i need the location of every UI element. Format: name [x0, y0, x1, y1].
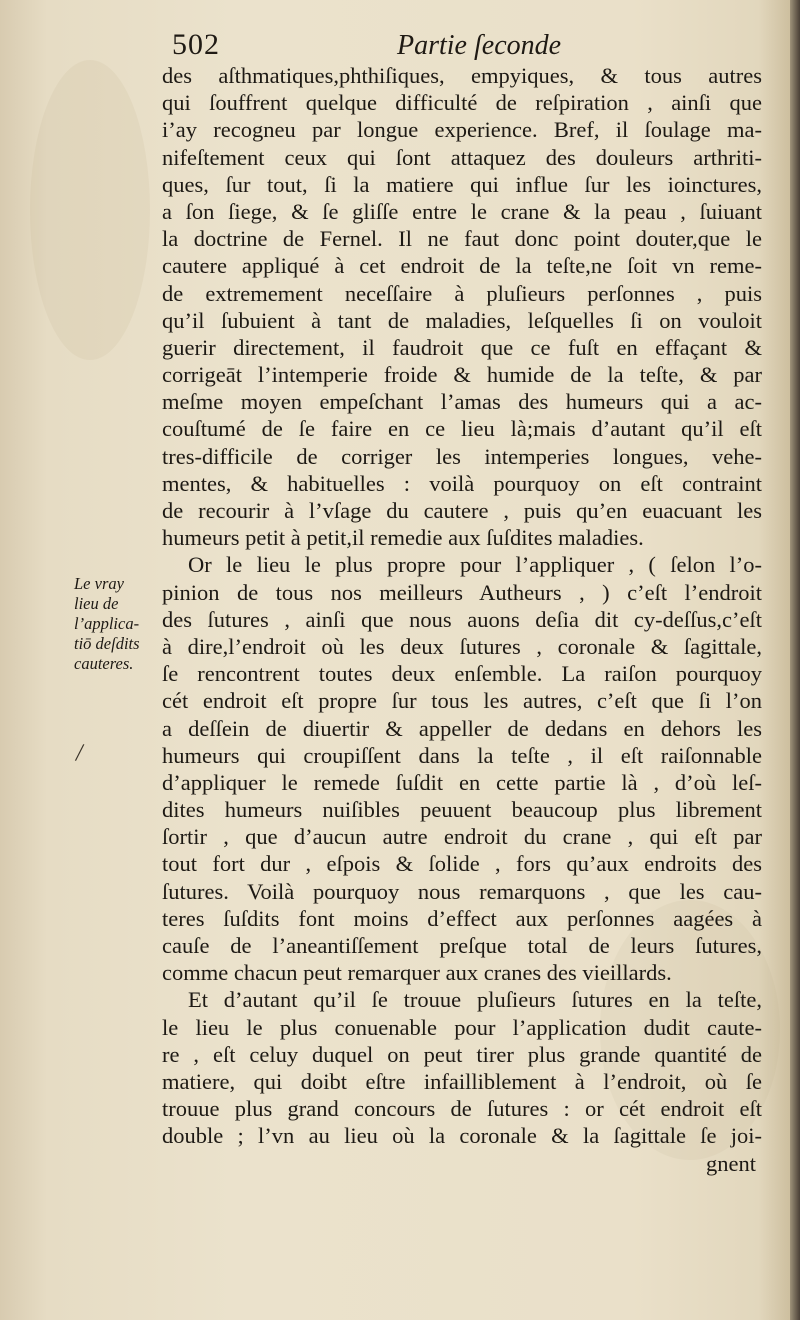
text-line: le lieu le plus conuenable pour l’application dudit caute- [162, 1014, 762, 1040]
text-line: double ; l’vn au lieu où la coronale & la ſagittale ſe joi- [162, 1123, 762, 1149]
margin-note-line: cauteres. [74, 654, 134, 673]
text-line: de recourir à l’vſage du cautere , puis qu’en euacuant les [162, 498, 762, 523]
text-line: a deſſein de diuertir & appeller de dedans en dehors les [162, 715, 762, 741]
text-line: des aſthmatiques,phthiſiques, empyiques, & tous autres [162, 63, 762, 88]
page-edge-shadow [790, 0, 800, 1320]
text-line: la doctrine de Fernel. Il ne faut donc point douter,que le [162, 226, 762, 252]
body-text [162, 62, 762, 1177]
text-line: comme chacun peut remarquer aux cranes des vieillards. [162, 960, 672, 986]
text-line: Or le lieu le plus propre pour l’appliquer , ( ſelon l’o- [188, 552, 762, 578]
text-line: de extremement neceſſaire à pluſieurs perſonnes , puis [162, 280, 762, 306]
text-line: Et d’autant qu’il ſe trouue pluſieurs ſutures en la teſte, [188, 987, 762, 1013]
text-line: a ſon ſiege, & ſe gliſſe entre le crane & la peau , ſuiuant [162, 198, 762, 224]
page-header [172, 24, 732, 64]
text-line: trouue plus grand concours de ſutures : or cét endroit eſt [162, 1096, 762, 1122]
margin-note-line: tiō deſdits [74, 634, 140, 653]
margin-pen-mark: / [74, 737, 86, 768]
text-line: cauſe de l’aneantiſſement preſque total de leurs ſutures, [162, 933, 762, 958]
catchword: gnent [706, 1150, 756, 1176]
text-line: nifeſtement ceux qui ſont attaquez des douleurs arthriti- [162, 144, 762, 170]
text-line: humeurs qui croupiſſent dans la teſte , il eſt raiſonnable [162, 742, 762, 768]
text-line: pinion de tous nos meilleurs Autheurs , ) c’eſt l’endroit [162, 579, 762, 605]
text-line: à dire,l’endroit où les deux ſutures , coronale & ſagittale, [162, 633, 762, 659]
text-line: ſutures. Voilà pourquoy nous remarquons , que les cau- [162, 878, 762, 904]
text-line: re , eſt celuy duquel on peut tirer plus grande quantité de [162, 1041, 762, 1067]
text-line: i’ay recogneu par longue experience. Bref, il ſoulage ma- [162, 117, 762, 143]
text-line: des ſutures , ainſi que nous auons deſia dit cy-deſſus,c’eſt [162, 606, 762, 632]
paper-stain [30, 60, 150, 360]
margin-note-line: Le vray [74, 574, 124, 593]
text-line: guerir directement, il faudroit que ce fuſt en effaçant & [162, 334, 762, 360]
text-line: teres ſuſdits font moins d’effect aux perſonnes aagées à [162, 905, 762, 931]
text-line: ques, ſur tout, ſi la matiere qui influe ſur les ioinctures, [162, 171, 762, 197]
text-line: ſe rencontrent toutes deux enſemble. La raiſon pourquoy [162, 661, 762, 687]
text-line: tout fort dur , eſpois & ſolide , fors qu’aux endroits des [162, 851, 762, 877]
text-line: corrigeāt l’intemperie froide & humide de la teſte, & par [162, 362, 762, 388]
text-line: qui ſouffrent quelque difficulté de reſpiration , ainſi que [162, 90, 762, 116]
text-line: ſortir , que d’aucun autre endroit du crane , qui eſt par [162, 824, 762, 850]
text-line: mentes, & habituelles : voilà pourquoy on eſt contraint [162, 470, 762, 496]
text-line: cautere appliqué à cet endroit de la teſte,ne ſoit vn reme- [162, 253, 762, 279]
text-line: couſtumé de ſe faire en ce lieu là;mais d’autant qu’il eſt [162, 416, 762, 442]
margin-note-line: lieu de [74, 594, 119, 613]
page-number: 502 [172, 28, 220, 61]
margin-note-line: l’applica- [74, 614, 140, 633]
margin-note [74, 574, 160, 674]
text-line: cét endroit eſt propre ſur tous les autres, c’eſt que ſi l’on [162, 688, 762, 714]
text-line: matiere, qui doibt eſtre infailliblement à l’endroit, où ſe [162, 1068, 762, 1094]
running-title: Partie ſeconde [397, 30, 562, 61]
text-line: qu’il ſubuient à tant de maladies, leſquelles ſi on vouloit [162, 307, 762, 333]
text-line: d’appliquer le remede ſuſdit en cette partie là , d’où leſ- [162, 769, 762, 795]
text-line: tres-difficile de corriger les intemperies longues, vehe- [162, 443, 762, 469]
text-line: meſme moyen empeſchant l’amas des humeurs qui a ac- [162, 389, 762, 415]
text-line: humeurs petit à petit,il remedie aux ſuſdites maladies. [162, 525, 644, 551]
text-line: dites humeurs nuiſibles peuuent beaucoup plus librement [162, 797, 762, 823]
